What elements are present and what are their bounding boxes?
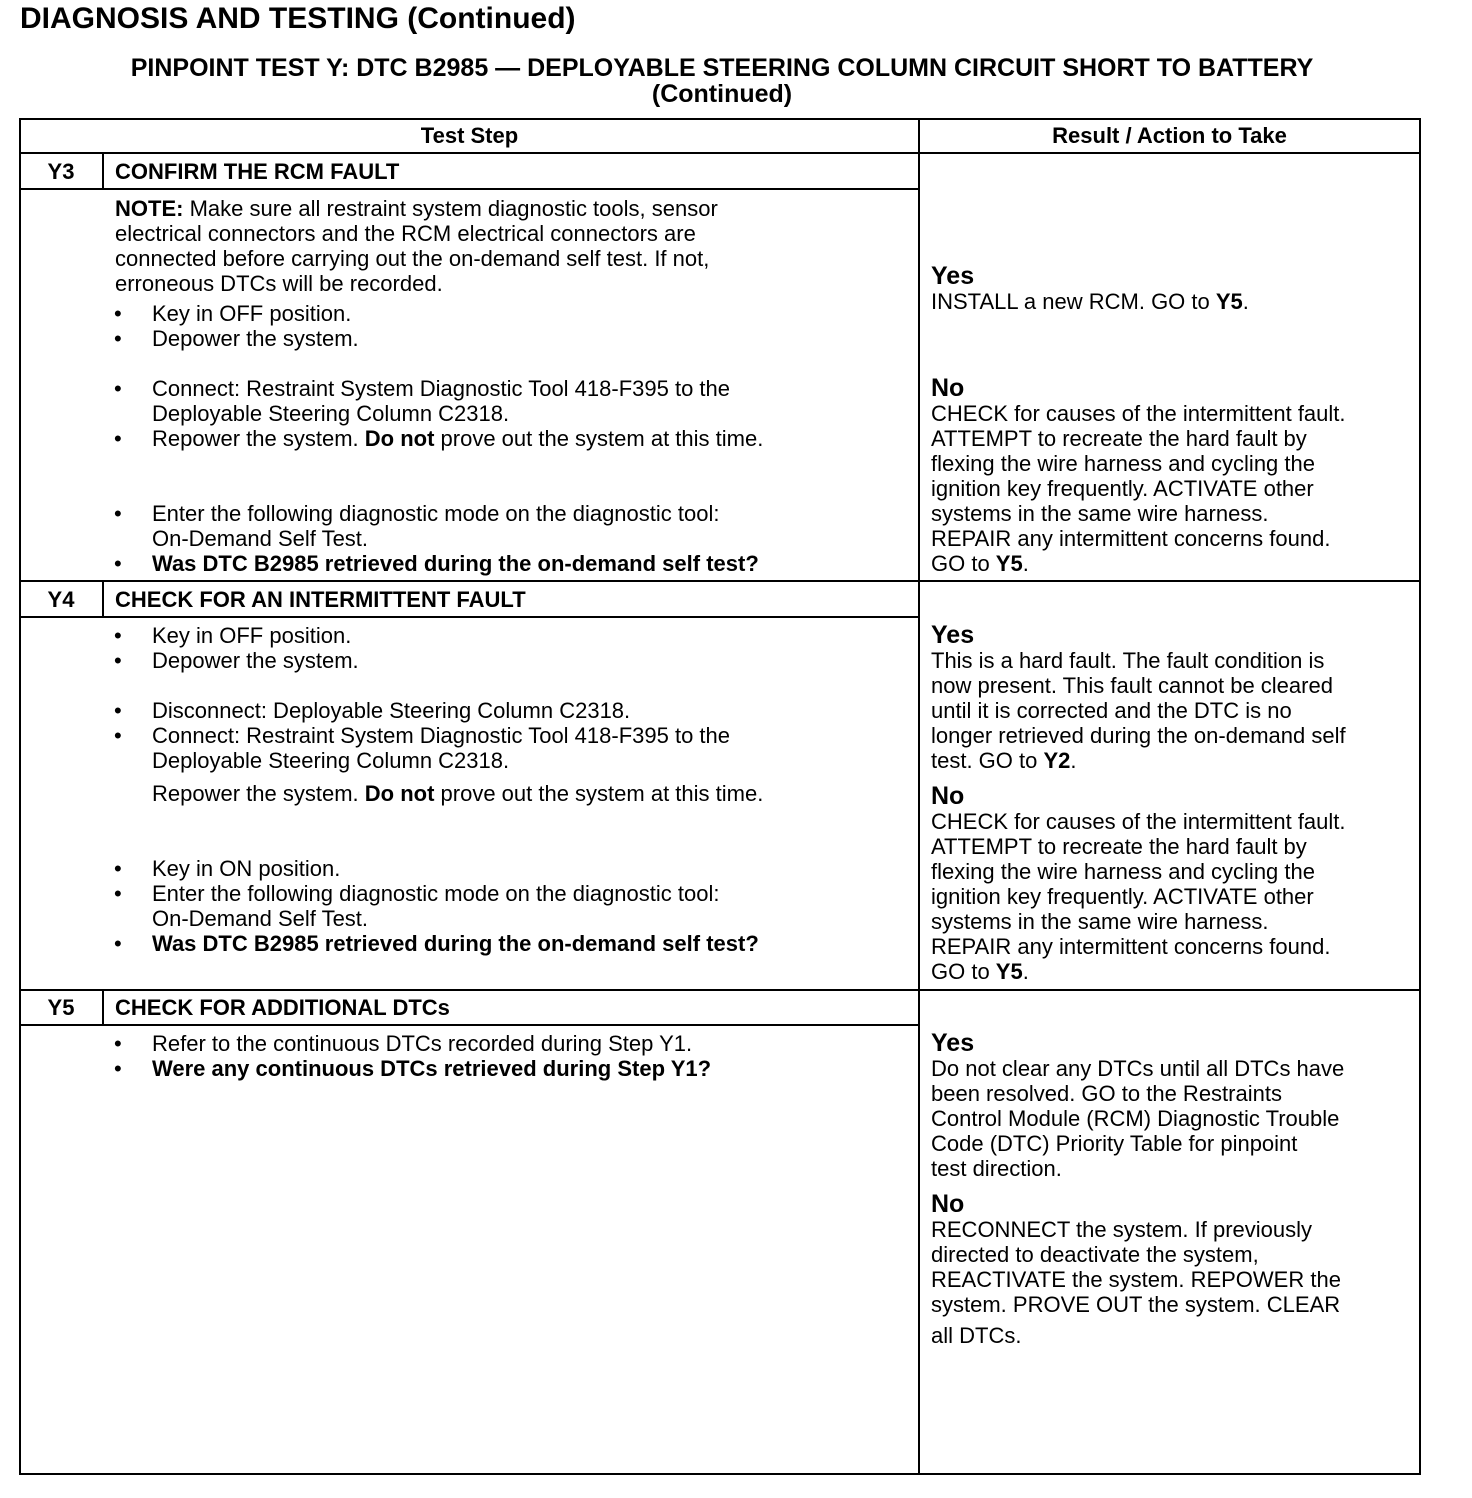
bullet: • (114, 856, 122, 881)
header-row-line (19, 152, 1421, 154)
bullet: • (114, 551, 122, 576)
action-text: CHECK for causes of the intermittent fault. (931, 809, 1346, 834)
action-text: RECONNECT the system. If previously (931, 1217, 1313, 1242)
y3-question: Was DTC B2985 retrieved during the on-demand self test? (152, 551, 759, 576)
y3-step-diagnostic-mode (152, 501, 719, 551)
test-title-continued: (Continued) (651, 80, 793, 108)
bullet: • (114, 1056, 122, 1081)
bullet: • (114, 623, 122, 648)
y3-note (115, 196, 718, 296)
action-text: . (1070, 748, 1077, 773)
action-text: ignition key frequently. ACTIVATE other (931, 476, 1314, 501)
step-text: Repower the system. (152, 781, 365, 806)
bullet: • (114, 648, 122, 673)
y3-step-depower: Depower the system. (152, 326, 359, 351)
action-text: until it is corrected and the DTC is no (931, 698, 1292, 723)
bullet: • (114, 301, 122, 326)
step-number-y3: Y3 (47, 159, 75, 184)
emphasis: Do not (364, 426, 435, 451)
action-text: test direction. (931, 1156, 1062, 1181)
y4-step-depower: Depower the system. (152, 648, 359, 673)
y3-step-connect (152, 376, 730, 426)
y4-title-line (19, 616, 919, 618)
action-text: test. GO to (931, 748, 1044, 773)
y4-no-action (931, 809, 1346, 984)
y5-num-divider (102, 989, 104, 1026)
step-reference: Y5 (995, 959, 1023, 984)
step-text: Connect: Restraint System Diagnostic Tool 418-F395 to the (152, 723, 731, 748)
y3-no-label: No (931, 374, 965, 402)
bullet: • (114, 426, 122, 451)
action-text: been resolved. GO to the Restraints (931, 1081, 1282, 1106)
action-text: ATTEMPT to recreate the hard fault by (931, 426, 1307, 451)
y4-step-diagnostic-mode (152, 881, 719, 931)
step-reference: Y5 (1215, 289, 1243, 314)
emphasis: Do not (364, 781, 435, 806)
step-number-y4: Y4 (47, 587, 75, 612)
step-title-y4: CHECK FOR AN INTERMITTENT FAULT (115, 587, 526, 612)
action-text: Control Module (RCM) Diagnostic Trouble (931, 1106, 1340, 1131)
y5-yes-label: Yes (931, 1029, 975, 1057)
bullet: • (114, 376, 122, 401)
step-reference: Y2 (1043, 748, 1071, 773)
action-text: systems in the same wire harness. (931, 909, 1269, 934)
y4-no-label: No (931, 782, 965, 810)
page-heading: DIAGNOSIS AND TESTING (Continued) (20, 2, 576, 35)
y5-question: Were any continuous DTCs retrieved during Step Y1? (152, 1056, 712, 1081)
action-text: . (1022, 551, 1029, 576)
step-text: Deployable Steering Column C2318. (152, 748, 510, 773)
y5-step-refer: Refer to the continuous DTCs recorded during Step Y1. (152, 1031, 693, 1056)
y4-step-key-on: Key in ON position. (152, 856, 341, 881)
action-text: GO to (931, 551, 996, 576)
action-text: CHECK for causes of the intermittent fault. (931, 401, 1346, 426)
action-text: flexing the wire harness and cycling the (931, 451, 1315, 476)
y4-step-key-off: Key in OFF position. (152, 623, 352, 648)
y4-question: Was DTC B2985 retrieved during the on-demand self test? (152, 931, 759, 956)
action-text: Do not clear any DTCs until all DTCs have (931, 1056, 1345, 1081)
y3-bottom-line (19, 580, 1421, 582)
y3-yes-label: Yes (931, 262, 975, 290)
action-text: longer retrieved during the on-demand self (931, 723, 1346, 748)
action-text: REACTIVATE the system. REPOWER the (931, 1267, 1341, 1292)
bullet: • (114, 698, 122, 723)
y5-yes-action (931, 1056, 1344, 1181)
action-text: REPAIR any intermittent concerns found. (931, 934, 1331, 959)
action-text: directed to deactivate the system, (931, 1242, 1259, 1267)
bullet: • (114, 326, 122, 351)
step-text: Connect: Restraint System Diagnostic Tool 418-F395 to the (152, 376, 731, 401)
action-text: . (1022, 959, 1029, 984)
y3-step-key-off: Key in OFF position. (152, 301, 352, 326)
action-text: INSTALL a new RCM. GO to (931, 289, 1216, 314)
y4-bottom-line (19, 989, 1421, 991)
note-text: Make sure all restraint system diagnostic tools, sensor (183, 196, 718, 221)
action-text: ATTEMPT to recreate the hard fault by (931, 834, 1307, 859)
action-text: systems in the same wire harness. (931, 501, 1269, 526)
y5-no-action (931, 1217, 1341, 1348)
header-result: Result / Action to Take (1052, 123, 1287, 148)
y5-no-label: No (931, 1190, 965, 1218)
action-text: ignition key frequently. ACTIVATE other (931, 884, 1314, 909)
bullet: • (114, 501, 122, 526)
y3-num-divider (102, 152, 104, 190)
y3-no-action (931, 401, 1346, 576)
bullet: • (114, 723, 122, 748)
y3-title-line (19, 188, 919, 190)
step-text: Enter the following diagnostic mode on the diagnostic tool: (152, 881, 720, 906)
step-number-y5: Y5 (47, 995, 75, 1020)
note-text: electrical connectors and the RCM electrical connectors are (115, 221, 696, 246)
action-text: Code (DTC) Priority Table for pinpoint (931, 1131, 1298, 1156)
y5-title-line (19, 1024, 919, 1026)
y4-yes-action (931, 648, 1346, 773)
action-text: This is a hard fault. The fault condition is (931, 648, 1325, 673)
step-text: Enter the following diagnostic mode on the diagnostic tool: (152, 501, 720, 526)
step-text: Repower the system. (152, 426, 365, 451)
step-title-y3: CONFIRM THE RCM FAULT (115, 159, 400, 184)
action-text: . (1242, 289, 1249, 314)
step-text: On-Demand Self Test. (152, 526, 369, 551)
note-label: NOTE: (115, 196, 184, 221)
step-text: On-Demand Self Test. (152, 906, 369, 931)
bullet: • (114, 1031, 122, 1056)
note-text: erroneous DTCs will be recorded. (115, 271, 443, 296)
step-title-y5: CHECK FOR ADDITIONAL DTCs (115, 995, 450, 1020)
action-text: system. PROVE OUT the system. CLEAR (931, 1292, 1341, 1317)
step-text: prove out the system at this time. (434, 781, 764, 806)
bullet: • (114, 881, 122, 906)
header-test-step: Test Step (420, 123, 519, 148)
step-text: prove out the system at this time. (434, 426, 764, 451)
y4-step-connect (152, 723, 730, 773)
action-text: now present. This fault cannot be cleared (931, 673, 1333, 698)
action-text: flexing the wire harness and cycling the (931, 859, 1315, 884)
action-text: all DTCs. (931, 1323, 1022, 1348)
y4-step-disconnect: Disconnect: Deployable Steering Column C2318. (152, 698, 631, 723)
action-text: GO to (931, 959, 996, 984)
note-text: connected before carrying out the on-demand self test. If not, (115, 246, 710, 271)
y4-num-divider (102, 580, 104, 618)
column-divider (918, 118, 920, 1475)
action-text: REPAIR any intermittent concerns found. (931, 526, 1331, 551)
test-title: PINPOINT TEST Y: DTC B2985 — DEPLOYABLE STEERING COLUMN CIRCUIT SHORT TO BATTERY (130, 54, 1314, 82)
y4-yes-label: Yes (931, 621, 975, 649)
step-reference: Y5 (995, 551, 1023, 576)
y3-step-repower (152, 426, 763, 451)
y4-step-repower (152, 781, 763, 806)
y3-yes-action (931, 289, 1249, 314)
step-text: Deployable Steering Column C2318. (152, 401, 510, 426)
bullet: • (114, 931, 122, 956)
